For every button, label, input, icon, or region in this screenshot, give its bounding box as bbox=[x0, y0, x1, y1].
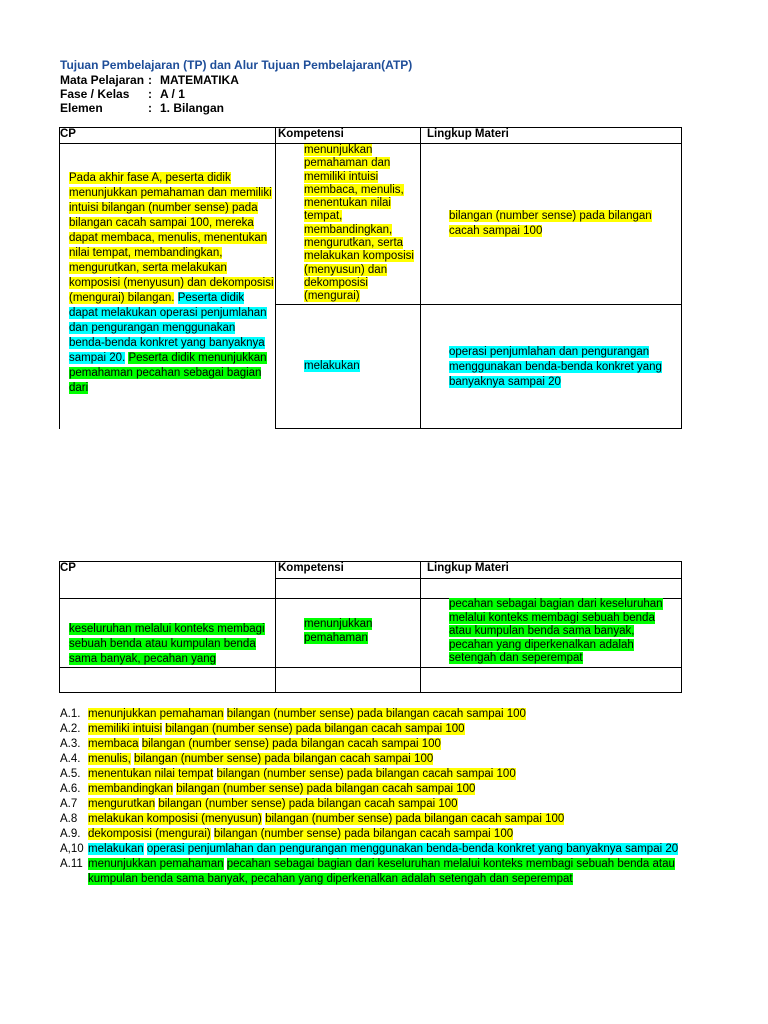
list-text: bilangan (number sense) pada bilangan cacah sampai 100 bbox=[213, 828, 514, 840]
table-border bbox=[681, 561, 682, 693]
list-text: bilangan (number sense) pada bilangan cacah sampai 100 bbox=[226, 708, 526, 720]
header-lingkup-materi: Lingkup Materi bbox=[427, 562, 509, 574]
list-text: bilangan (number sense) pada bilangan cacah sampai 100 bbox=[216, 768, 516, 780]
table-border bbox=[681, 127, 682, 429]
table-border bbox=[420, 561, 421, 693]
table-border bbox=[420, 127, 421, 429]
meta-sep: : bbox=[148, 87, 152, 101]
header-cp: CP bbox=[60, 128, 76, 140]
kompetensi-green-highlight: menunjukkan pemahaman bbox=[304, 618, 373, 644]
list-text: bilangan (number sense) pada bilangan cacah sampai 100 bbox=[265, 813, 565, 825]
list-highlight: menunjukkan pemahaman bbox=[88, 858, 224, 870]
list-number: A.3. bbox=[60, 738, 81, 750]
kompetensi-row-2 bbox=[304, 359, 417, 374]
list-item bbox=[60, 782, 690, 797]
table-border bbox=[59, 561, 681, 562]
cp-green-highlight: keseluruhan melalui konteks membagi sebuah benda atau kumpulan benda sama banyak, pecahan yang bbox=[69, 623, 265, 665]
list-highlight: dekomposisi (mengurai) bbox=[88, 828, 211, 840]
list-number: A.2. bbox=[60, 723, 81, 735]
list-number: A.11 bbox=[60, 858, 83, 870]
list-highlight: menulis, bbox=[88, 753, 131, 765]
list-number: A,10 bbox=[60, 843, 84, 855]
table-border bbox=[275, 428, 681, 429]
list-number: A.4. bbox=[60, 753, 81, 765]
table-border bbox=[275, 578, 681, 579]
kompetensi-cyan-highlight: melakukan bbox=[304, 360, 360, 372]
list-number: A.6. bbox=[60, 783, 81, 795]
meta-row-phase bbox=[60, 87, 239, 101]
kompetensi-cell bbox=[304, 617, 404, 645]
list-number: A.8 bbox=[60, 813, 78, 825]
table-border bbox=[275, 304, 681, 305]
list-text: bilangan (number sense) pada bilangan cacah sampai 100 bbox=[134, 753, 434, 765]
list-text: bilangan (number sense) pada bilangan cacah sampai 100 bbox=[141, 738, 441, 750]
table-border bbox=[59, 692, 681, 693]
list-highlight: melakukan komposisi (menyusun) bbox=[88, 813, 262, 825]
document-title: Tujuan Pembelajaran (TP) dan Alur Tujuan Pembelajaran(ATP) bbox=[60, 58, 413, 72]
header-kompetensi: Kompetensi bbox=[278, 562, 344, 574]
list-highlight: mengurutkan bbox=[88, 798, 156, 810]
list-text: operasi penjumlahan dan pengurangan menggunakan benda-benda konkret yang banyaknya sampai 20 bbox=[146, 843, 679, 855]
list-highlight: membandingkan bbox=[88, 783, 174, 795]
list-number: A.1. bbox=[60, 708, 81, 720]
table-border bbox=[59, 127, 60, 429]
list-highlight: memiliki intuisi bbox=[88, 723, 163, 735]
kompetensi-yellow-highlight: menunjukkan pemahaman dan memiliki intuisi membaca, menulis, menentukan nilai tempat, membandingkan, mengurutkan, serta melakukan komposisi (menyusun) dan dekomposisi (mengurai) bbox=[304, 144, 414, 303]
header-lingkup-materi: Lingkup Materi bbox=[427, 128, 509, 140]
meta-key: Fase / Kelas bbox=[60, 87, 130, 101]
list-highlight: menentukan nilai tempat bbox=[88, 768, 214, 780]
list-item bbox=[60, 842, 690, 857]
meta-row-element bbox=[60, 101, 239, 115]
table-border bbox=[59, 561, 60, 693]
cp-yellow-highlight: Pada akhir fase A, peserta didik menunjukkan pemahaman dan memiliki intuisi bilangan (number sense) pada bilangan cacah sampai 100, mereka dapat membaca, menulis, menentukan nilai tempat, membandingkan, mengurutkan, serta melakukan komposisi (menyusun) dan dekomposisi (mengurai) bilangan. bbox=[69, 172, 274, 304]
kompetensi-row-1 bbox=[304, 144, 417, 304]
cp-cyan-highlight: Peserta didik dapat melakukan operasi penjumlahan dan pengurangan menggunakan benda-benda konkret yang banyaknya sampai 20. bbox=[69, 292, 267, 364]
lingkup-row-1 bbox=[449, 209, 664, 239]
lingkup-green-highlight: pecahan sebagai bagian dari keseluruhan melalui konteks membagi sebuah benda atau kumpulan benda sama banyak, pecahan yang diperkenalkan adalah setengah dan seperempat bbox=[449, 598, 663, 664]
list-highlight: menunjukkan pemahaman bbox=[88, 708, 224, 720]
cp-text bbox=[69, 171, 274, 396]
list-number: A.9. bbox=[60, 828, 81, 840]
list-text: pecahan sebagai bagian dari keseluruhan melalui konteks membagi sebuah benda atau kumpulan benda sama banyak, pecahan yang diperkenalkan adalah setengah dan seperempat bbox=[88, 858, 675, 885]
lingkup-row-2 bbox=[449, 345, 671, 390]
meta-value: MATEMATIKA bbox=[160, 73, 239, 87]
header-kompetensi: Kompetensi bbox=[278, 128, 344, 140]
list-item bbox=[60, 857, 690, 887]
meta-key: Elemen bbox=[60, 101, 103, 115]
list-highlight: membaca bbox=[88, 738, 139, 750]
header-cp: CP bbox=[60, 562, 76, 574]
tp-list bbox=[60, 707, 690, 887]
lingkup-cyan-highlight: operasi penjumlahan dan pengurangan menggunakan benda-benda konkret yang banyaknya sampai 20 bbox=[449, 346, 662, 388]
meta-sep: : bbox=[148, 101, 152, 115]
list-item bbox=[60, 797, 690, 812]
list-text: bilangan (number sense) pada bilangan cacah sampai 100 bbox=[165, 723, 465, 735]
list-item bbox=[60, 707, 690, 722]
cp-green-highlight: Peserta didik menunjukkan pemahaman pecahan sebagai bagian dari bbox=[69, 352, 267, 394]
table-border bbox=[59, 667, 681, 668]
list-text: bilangan (number sense) pada bilangan cacah sampai 100 bbox=[176, 783, 476, 795]
list-text: bilangan (number sense) pada bilangan cacah sampai 100 bbox=[158, 798, 458, 810]
meta-row-subject bbox=[60, 73, 239, 87]
list-item bbox=[60, 827, 690, 842]
cp-text bbox=[69, 622, 271, 667]
list-number: A.7 bbox=[60, 798, 78, 810]
list-item bbox=[60, 812, 690, 827]
list-item bbox=[60, 737, 690, 752]
meta-sep: : bbox=[148, 73, 152, 87]
list-highlight: melakukan bbox=[88, 843, 144, 855]
list-item bbox=[60, 722, 690, 737]
list-item bbox=[60, 752, 690, 767]
list-number: A.5. bbox=[60, 768, 81, 780]
table-border bbox=[59, 127, 681, 128]
lingkup-cell bbox=[449, 598, 674, 666]
table-border bbox=[275, 561, 276, 693]
lingkup-yellow-highlight: bilangan (number sense) pada bilangan cacah sampai 100 bbox=[449, 210, 652, 237]
table-border bbox=[275, 127, 276, 429]
meta-value: 1. Bilangan bbox=[160, 101, 225, 115]
meta-value: A / 1 bbox=[160, 87, 185, 101]
list-item bbox=[60, 767, 690, 782]
document-meta bbox=[60, 73, 239, 115]
meta-key: Mata Pelajaran bbox=[60, 73, 145, 87]
